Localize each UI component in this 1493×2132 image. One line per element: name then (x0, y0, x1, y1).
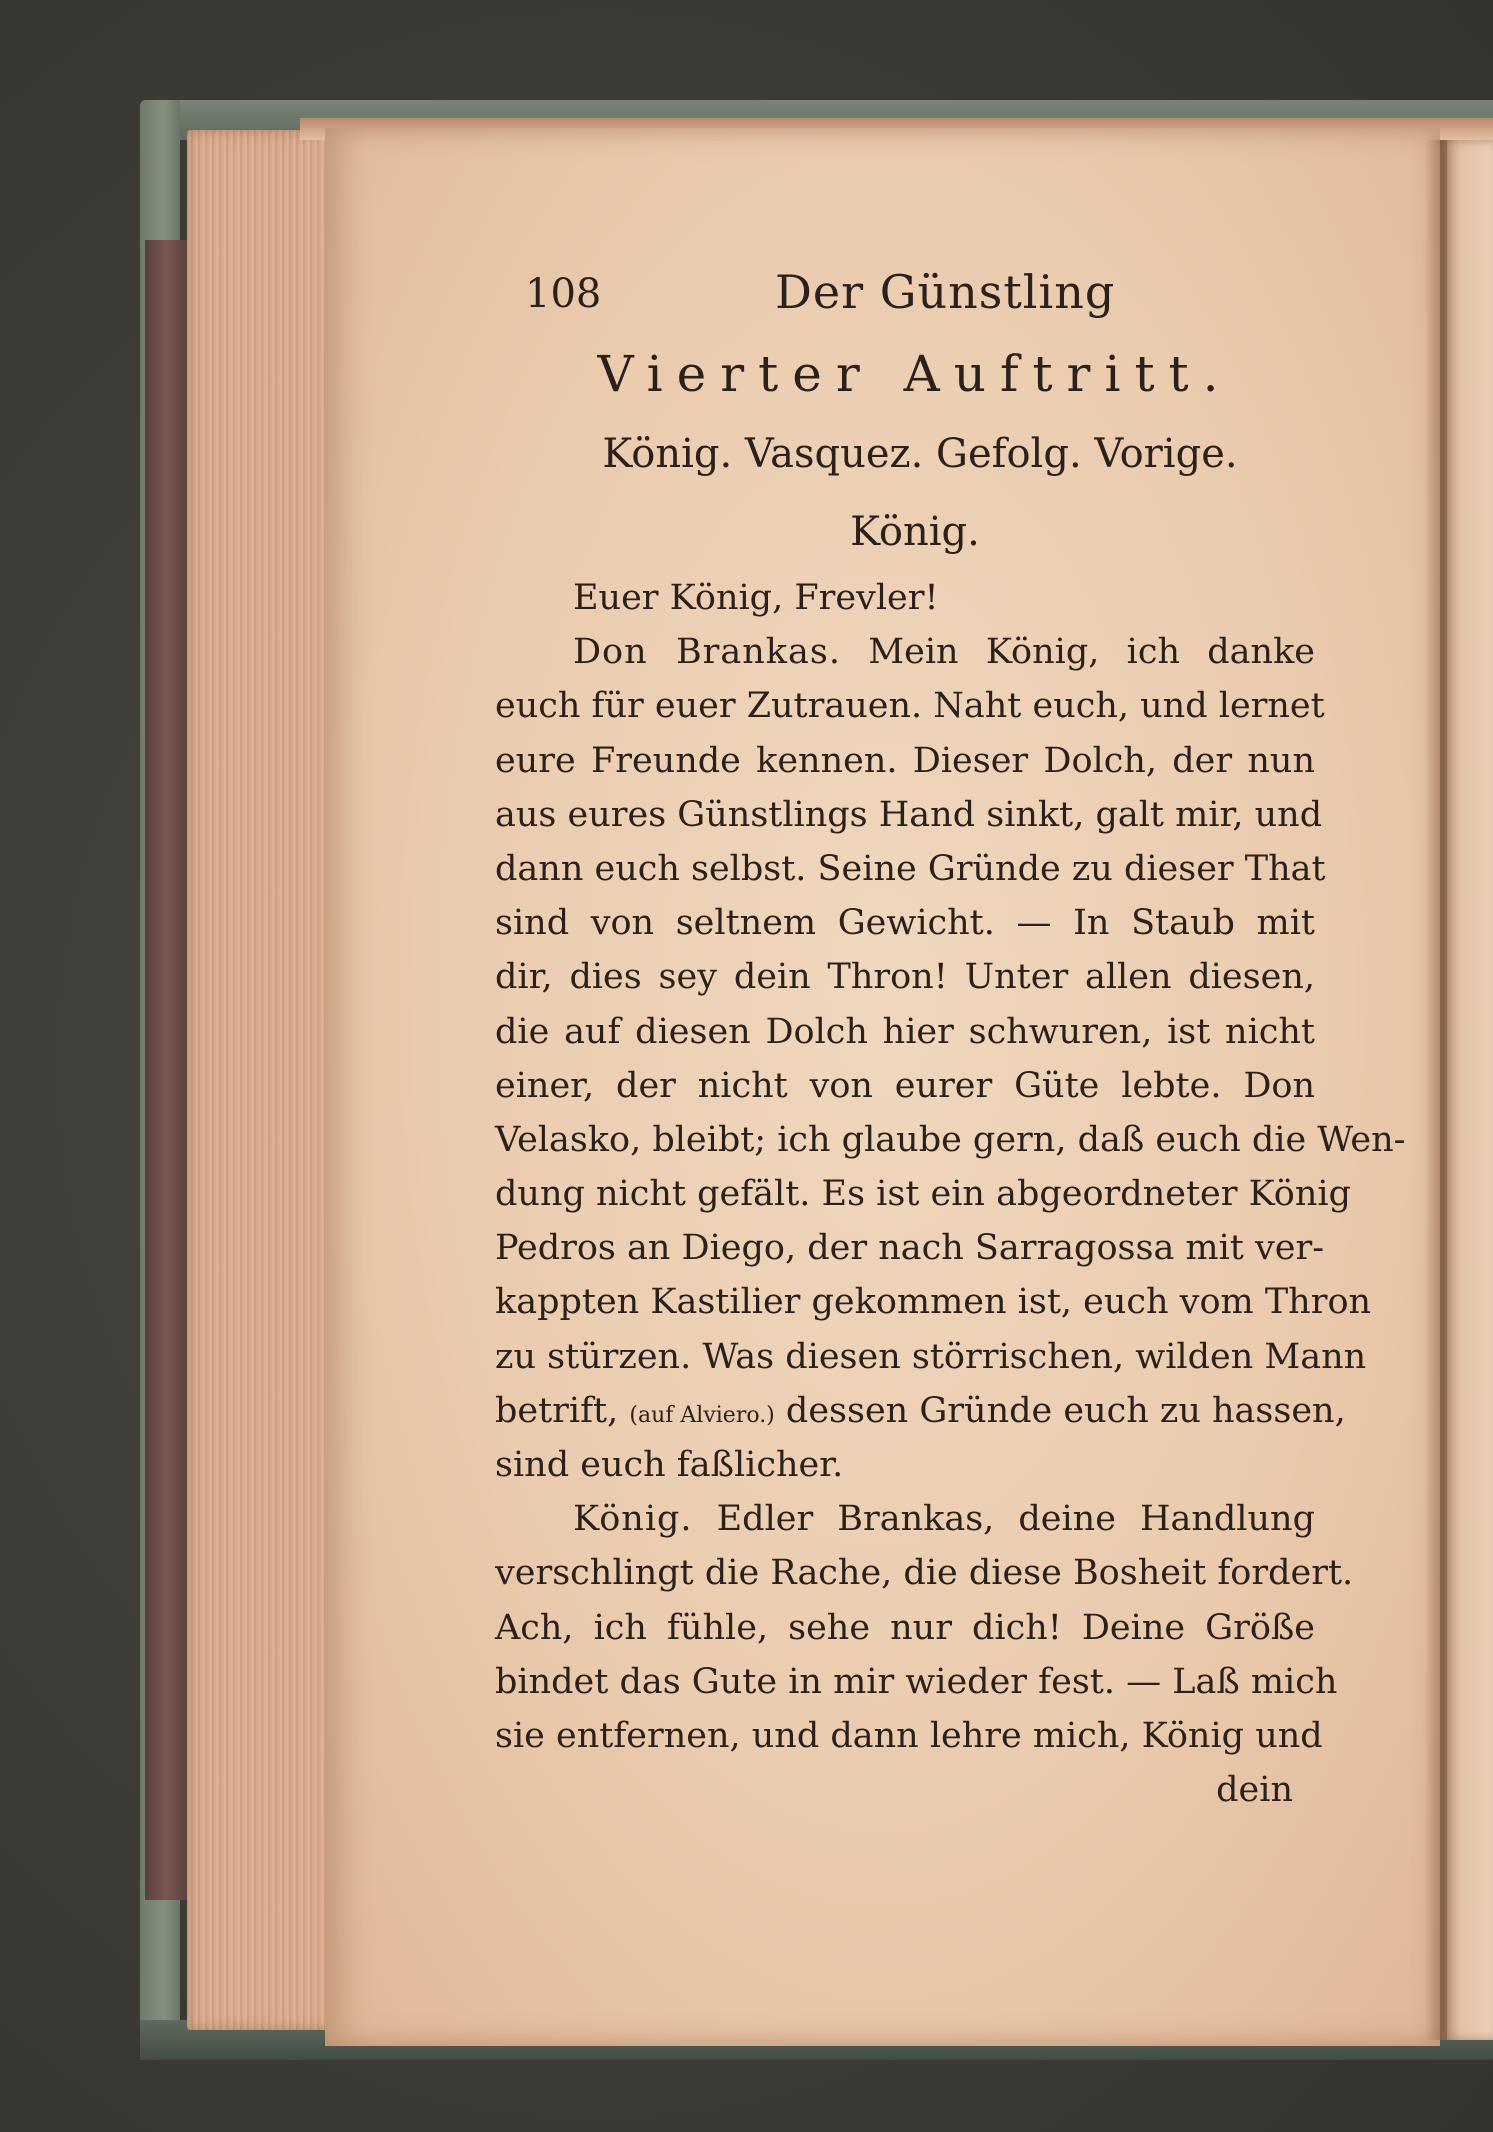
facing-page (1440, 140, 1493, 2040)
page-number: 108 (525, 271, 602, 317)
text-line (495, 625, 1315, 679)
stage-direction: (auf Alviero.) (629, 1402, 775, 1428)
text-line: verschlingt die Rache, die diese Bosheit fordert. (495, 1553, 1354, 1594)
text-line: Pedros an Diego, der nach Sarragossa mit ver- (495, 1228, 1325, 1269)
text-line: Velasko, bleibt; ich glaube gern, daß euch die Wen- (495, 1119, 1406, 1160)
text-line: euch für euer Zutrauen. Naht euch, und lernet (495, 686, 1325, 727)
speech-text: dessen Gründe euch zu hassen, (785, 1390, 1346, 1431)
text-line: Ach, ich fühle, sehe nur dich! Deine Größe (495, 1607, 1315, 1648)
text-line: sind euch faßlicher. (495, 1445, 844, 1485)
text-line: bindet das Gute in mir wieder fest. — Laß mich (495, 1661, 1338, 1702)
page-gutter-shadow (1425, 140, 1447, 2040)
scene-characters: König. Vasquez. Gefolg. Vorige. (602, 431, 1238, 477)
text-line: dung nicht gefält. Es ist ein abgeordneter König (495, 1174, 1351, 1215)
text-line: dann euch selbst. Seine Gründe zu dieser That (495, 848, 1326, 889)
text-line: Euer König, Frevler! (573, 578, 939, 618)
text-line: aus eures Günstlings Hand sinkt, galt mir, und (495, 794, 1323, 835)
page-text-block (495, 265, 1406, 1817)
text-line: dir, dies sey dein Thron! Unter allen diesen, (495, 957, 1315, 998)
book-spine-strip (145, 240, 187, 1900)
page-edges (187, 130, 337, 2030)
speaker-heading: König. (850, 509, 980, 555)
text-line: zu stürzen. Was diesen störrischen, wilden Mann (495, 1336, 1367, 1377)
speaker-name: König. (573, 1499, 693, 1540)
catchword: dein (1216, 1770, 1293, 1811)
text-line: einer, der nicht von eurer Güte lebte. Don (495, 1065, 1315, 1106)
speech-text: betrift, (495, 1390, 619, 1431)
speech-text: Mein König, ich danke (868, 632, 1315, 673)
speaker-name: Don Brankas. (573, 632, 841, 673)
speech-text: Edler Brankas, deine Handlung (716, 1499, 1315, 1540)
page-header (495, 265, 1315, 333)
text-line: sie entfernen, und dann lehre mich, König und (495, 1715, 1323, 1756)
running-title: Der Günstling (775, 265, 1116, 319)
text-line: eure Freunde kennen. Dieser Dolch, der nun (495, 740, 1315, 781)
scene-heading: Vierter Auftritt. (597, 345, 1233, 403)
text-line: kappten Kastilier gekommen ist, euch vom Thron (495, 1282, 1372, 1323)
text-line (495, 1384, 1346, 1438)
text-line (495, 1492, 1315, 1546)
text-line: die auf diesen Dolch hier schwuren, ist nicht (495, 1011, 1315, 1052)
text-line: sind von seltnem Gewicht. — In Staub mit (495, 903, 1315, 944)
